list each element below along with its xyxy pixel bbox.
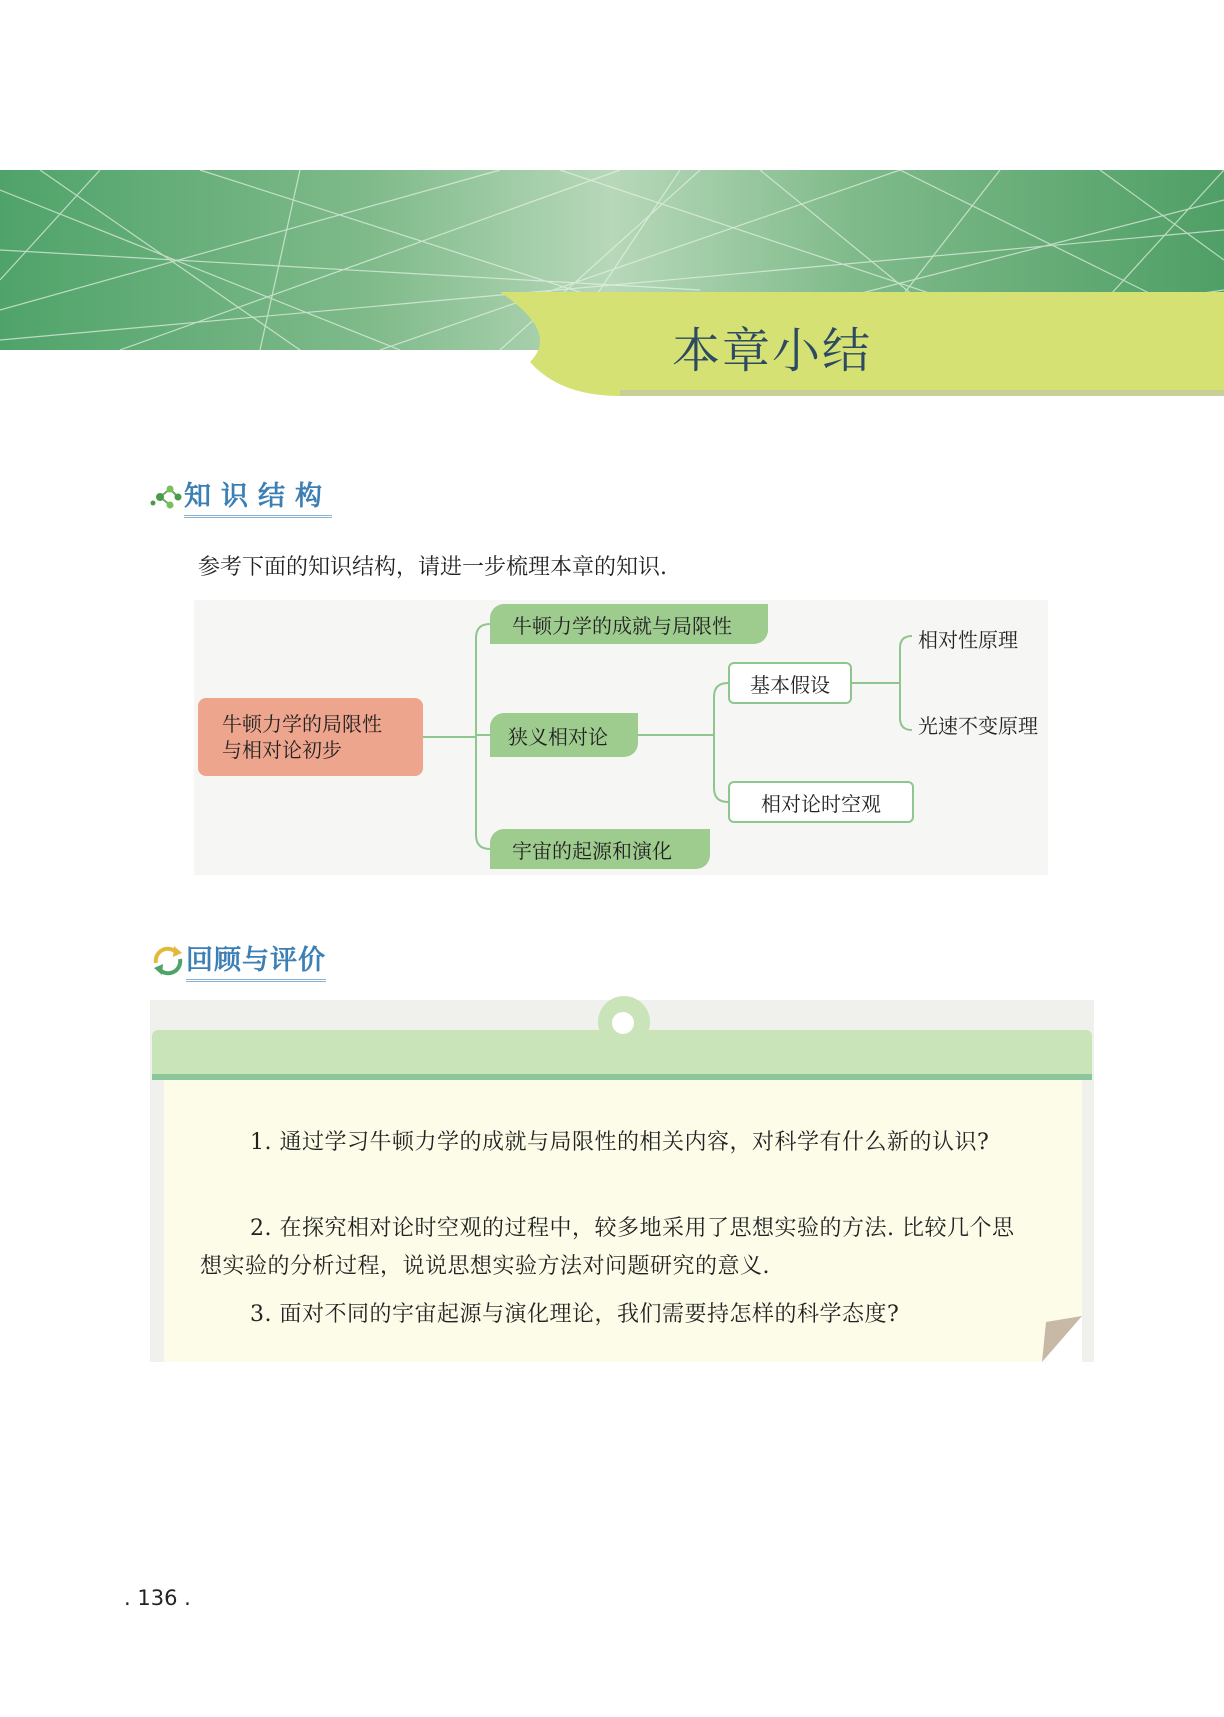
review-heading [150, 938, 326, 982]
review-card-header [152, 1030, 1092, 1076]
mindmap-basic-assumptions: 基本假设 [728, 662, 852, 704]
mindmap-branch-special-relativity: 狭义相对论 [490, 713, 638, 757]
knowledge-heading [150, 474, 332, 518]
review-question-2: 2. 在探究相对论时空观的过程中，较多地采用了思想实验的方法. 比较几个思想实验的分析过程，说说思想实验方法对问题研究的意义. [200, 1216, 1015, 1279]
mindmap-root-line1: 牛顿力学的局限性 [222, 712, 382, 736]
mindmap-spacetime: 相对论时空观 [728, 781, 914, 823]
review-card-hole [612, 1012, 634, 1034]
review-question-1: 1. 通过学习牛顿力学的成就与局限性的相关内容，对科学有什么新的认识? [250, 1130, 990, 1155]
mindmap-principle-light-speed: 光速不变原理 [918, 714, 1038, 738]
chapter-title: 本章小结 [672, 323, 873, 379]
knowledge-intro: 参考下面的知识结构，请进一步梳理本章的知识. [198, 555, 667, 580]
knowledge-heading-label: 知识结构 [184, 474, 332, 518]
mindmap-branch-newton: 牛顿力学的成就与局限性 [490, 604, 768, 644]
review-heading-label: 回顾与评价 [186, 938, 326, 982]
cycle-arrows-icon [150, 943, 186, 977]
page-curl-icon [1042, 1316, 1082, 1362]
review-question-3: 3. 面对不同的宇宙起源与演化理论，我们需要持怎样的科学态度? [250, 1302, 900, 1327]
knowledge-mindmap [194, 600, 1048, 875]
mindmap-principle-relativity: 相对性原理 [918, 628, 1018, 652]
mindmap-root-line2: 与相对论初步 [222, 738, 342, 762]
page-number: . 136 . [124, 1586, 191, 1610]
mindmap-root [198, 698, 423, 776]
molecule-icon [150, 481, 184, 511]
mindmap-branch-universe: 宇宙的起源和演化 [490, 829, 710, 869]
